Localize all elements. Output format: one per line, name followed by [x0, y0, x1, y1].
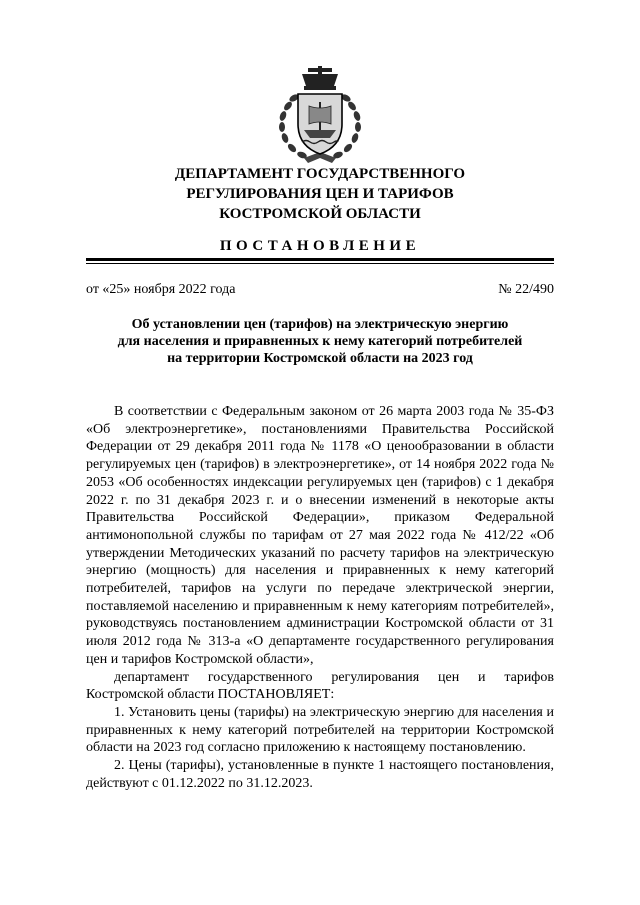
document-body	[86, 403, 554, 792]
document-date: от «25» ноября 2022 года	[86, 282, 236, 297]
org-line: ДЕПАРТАМЕНТ ГОСУДАРСТВЕННОГО	[174, 166, 466, 182]
document-subject	[80, 316, 560, 367]
subject-line: Об установлении цен (тарифов) на электрическую энергию	[131, 317, 509, 332]
subject-line: на территории Костромской области на 2023 год	[167, 351, 473, 366]
preamble-paragraph: В соответствии с Федеральным законом от 26 марта 2003 года № 35-ФЗ «Об электроэнергетике», постановлениями Правительства Российской Федерации от 29 декабря 2011 года № 1178 «О ценообразовании в области регулируемых цен (тарифов) в электроэнергетике», от 14 ноября 2022 года № 2053 «Об особенностях индексации регулируемых цен (тарифов) с 1 декабря 2022 г. по 31 декабря 2023 г. и о внесении изменений в некоторые акты Правительства Российской Федерации», приказом Федеральной антимонопольной службы по тарифам от 27 мая 2022 года № 412/22 «Об утверждении Методических указаний по расчету тарифов на электрическую энергию (мощность) для населения и приравненных к нему категорий потребителей, тарифов на услуги по передаче электрической энергии, поставляемой населению и приравненным к нему категориям потребителей», руководствуясь постановлением администрации Костромской области от 31 июля 2012 года № 313-а «О департаменте государственного регулирования цен и тарифов Костромской области»,	[86, 404, 554, 667]
header-divider-thin	[86, 263, 554, 264]
item-1-paragraph: 1. Установить цены (тарифы) на электрическую энергию для населения и приравненных к нему категорий потребителей на территории Костромской области на 2023 год согласно приложению к настоящему постановлению.	[86, 704, 554, 756]
resolution-paragraph: департамент государственного регулирования цен и тарифов Костромской области ПОСТАНОВЛЯЕТ:	[86, 669, 554, 703]
org-line: КОСТРОМСКОЙ ОБЛАСТИ	[219, 206, 421, 222]
document-number: № 22/490	[498, 282, 554, 297]
subject-line: для населения и приравненных к нему категорий потребителей	[117, 334, 523, 349]
organization-name	[80, 164, 560, 224]
header-divider-thick	[86, 258, 554, 261]
document-type-title: ПОСТАНОВЛЕНИЕ	[219, 238, 421, 254]
org-line: РЕГУЛИРОВАНИЯ ЦЕН И ТАРИФОВ	[186, 186, 454, 202]
coat-of-arms-icon	[274, 66, 366, 164]
item-2-paragraph: 2. Цены (тарифы), установленные в пункте 1 настоящего постановления, действуют с 01.12.2022 по 31.12.2023.	[86, 758, 554, 791]
